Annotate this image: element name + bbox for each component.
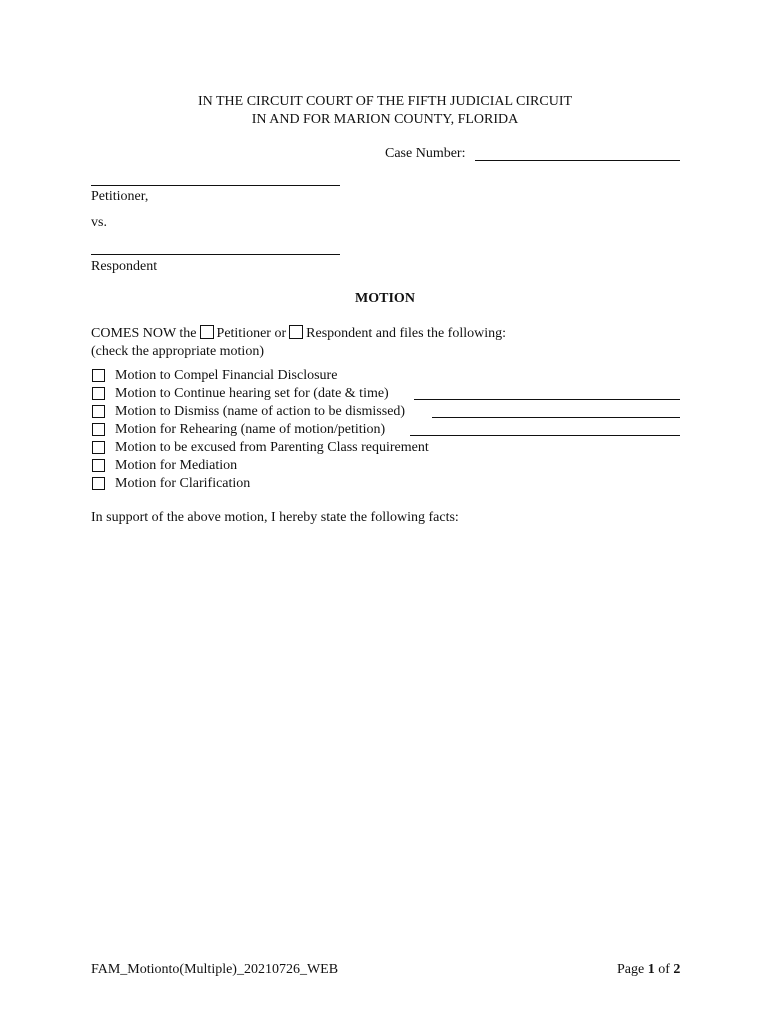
motion-option-label: Motion to Dismiss (name of action to be dismissed) <box>115 404 406 419</box>
respondent-label: Respondent <box>91 259 158 274</box>
respondent-option-label: Respondent and files the following: <box>306 326 506 341</box>
page-prefix: Page <box>617 962 645 977</box>
motion-petition-name-field[interactable] <box>410 435 680 436</box>
form-id: FAM_Motionto(Multiple)_20210726_WEB <box>91 962 339 977</box>
motion-option-label: Motion for Rehearing (name of motion/petition) <box>115 422 386 437</box>
page-of: of <box>658 962 670 977</box>
motion-option-checkbox-rehearing[interactable] <box>92 423 105 436</box>
petitioner-checkbox[interactable] <box>200 325 214 339</box>
motion-option-label: Motion for Clarification <box>115 476 251 491</box>
motion-option-label: Motion to be excused from Parenting Class requirement <box>115 440 429 455</box>
court-header-line-2: IN AND FOR MARION COUNTY, FLORIDA <box>251 112 519 127</box>
action-to-dismiss-field[interactable] <box>432 417 680 418</box>
respondent-name-field[interactable] <box>91 254 340 255</box>
page-total: 2 <box>673 962 681 977</box>
motion-option-checkbox-parenting-class[interactable] <box>92 441 105 454</box>
motion-option-checkbox-mediation[interactable] <box>92 459 105 472</box>
motion-option-checkbox-continue-hearing[interactable] <box>92 387 105 400</box>
petitioner-option-label: Petitioner or <box>216 326 287 341</box>
motion-option-checkbox-compel-disclosure[interactable] <box>92 369 105 382</box>
motion-option-checkbox-clarification[interactable] <box>92 477 105 490</box>
page-number <box>617 962 680 978</box>
case-number-label: Case Number: <box>385 146 466 161</box>
vs-label: vs. <box>91 215 107 230</box>
hearing-date-time-field[interactable] <box>414 399 680 400</box>
petitioner-name-field[interactable] <box>91 185 340 186</box>
motion-title: MOTION <box>355 291 415 306</box>
case-number-field[interactable] <box>475 160 680 161</box>
motion-option-label: Motion for Mediation <box>115 458 238 473</box>
comes-now-prefix: COMES NOW the <box>91 326 197 341</box>
comes-now-line <box>91 325 506 342</box>
page-current: 1 <box>647 962 655 977</box>
motion-option-label: Motion to Continue hearing set for (date & time) <box>115 386 389 401</box>
court-header-line-1: IN THE CIRCUIT COURT OF THE FIFTH JUDICIAL CIRCUIT <box>197 94 573 109</box>
motion-option-checkbox-dismiss[interactable] <box>92 405 105 418</box>
support-statement: In support of the above motion, I hereby state the following facts: <box>91 510 459 525</box>
instruction-text: (check the appropriate motion) <box>91 344 264 359</box>
motion-option-label: Motion to Compel Financial Disclosure <box>115 368 338 383</box>
respondent-checkbox[interactable] <box>289 325 303 339</box>
petitioner-label: Petitioner, <box>91 189 149 204</box>
